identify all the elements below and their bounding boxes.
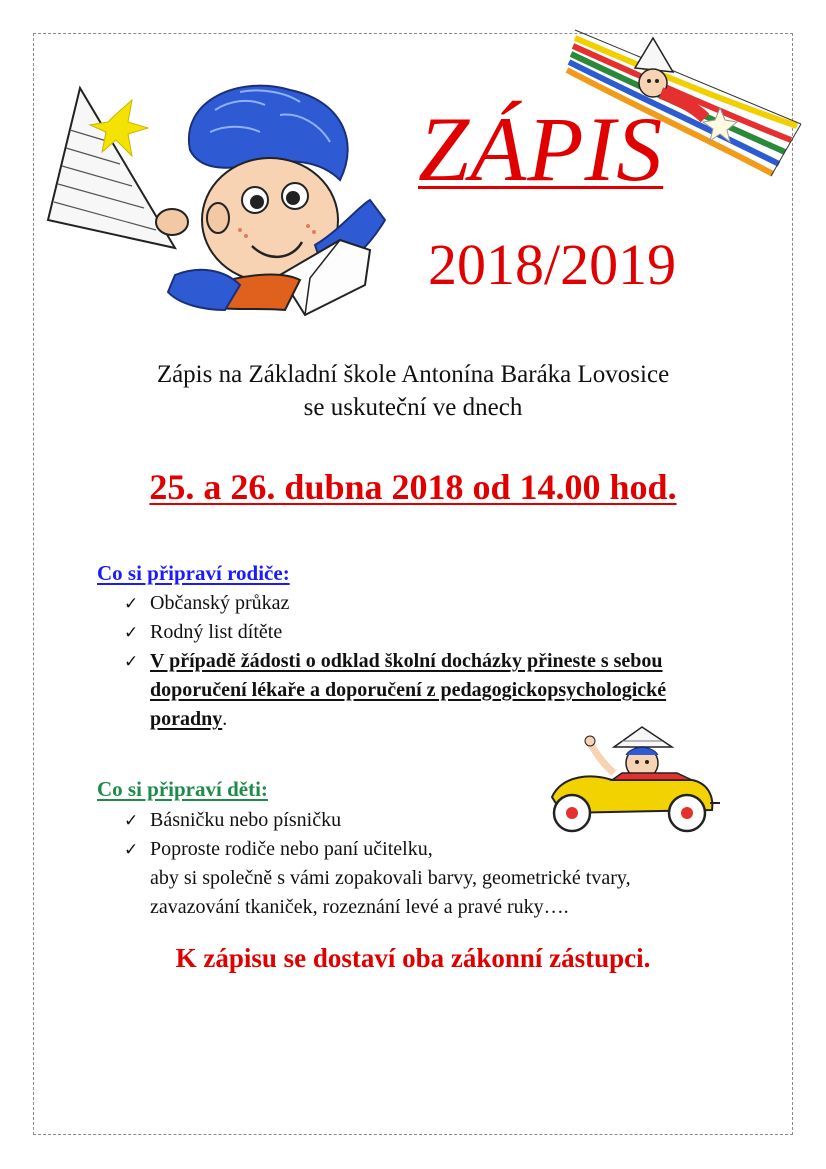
page-title: ZÁPIS <box>418 98 664 200</box>
checkmark-icon: ✓ <box>124 840 139 860</box>
checkmark-icon: ✓ <box>124 811 139 831</box>
intro-line-1: Zápis na Základní škole Antonína Baráka Lovosice <box>156 361 670 388</box>
final-note: K zápisu se dostaví oba zákonní zástupci. <box>175 943 651 973</box>
school-year: 2018/2019 <box>428 232 677 297</box>
list-item-deferral: ✓ V případě žádosti o odklad školní docházky přineste s sebou <box>124 647 663 677</box>
enrollment-dates: 25. a 26. dubna 2018 od 14.00 hod. <box>149 467 677 507</box>
checkmark-icon: ✓ <box>124 652 139 672</box>
children-continuation-1: aby si společně s vámi zopakovali barvy, geometrické tvary, <box>150 867 631 889</box>
checkmark-icon: ✓ <box>124 594 139 614</box>
children-heading: Co si připraví děti: <box>97 777 268 801</box>
children-continuation-2: zavazování tkaniček, rozeznání levé a pravé ruky…. <box>150 896 569 918</box>
list-item: ✓ Poproste rodiče nebo paní učitelku, <box>124 835 433 865</box>
parents-heading: Co si připraví rodiče: <box>97 561 290 585</box>
boy-with-paper-hat-illustration <box>40 70 400 320</box>
intro-line-2: se uskuteční ve dnech <box>303 394 523 421</box>
list-item: ✓ Občanský průkaz <box>124 589 289 619</box>
deferral-line-3: poradny. <box>150 708 228 730</box>
boy-in-car-illustration <box>542 725 722 845</box>
list-item: ✓ Básničku nebo písničku <box>124 806 341 836</box>
checkmark-icon: ✓ <box>124 623 139 643</box>
deferral-line-2: doporučení lékaře a doporučení z pedagogickopsychologické <box>150 679 667 701</box>
list-item: ✓ Rodný list dítěte <box>124 618 282 648</box>
